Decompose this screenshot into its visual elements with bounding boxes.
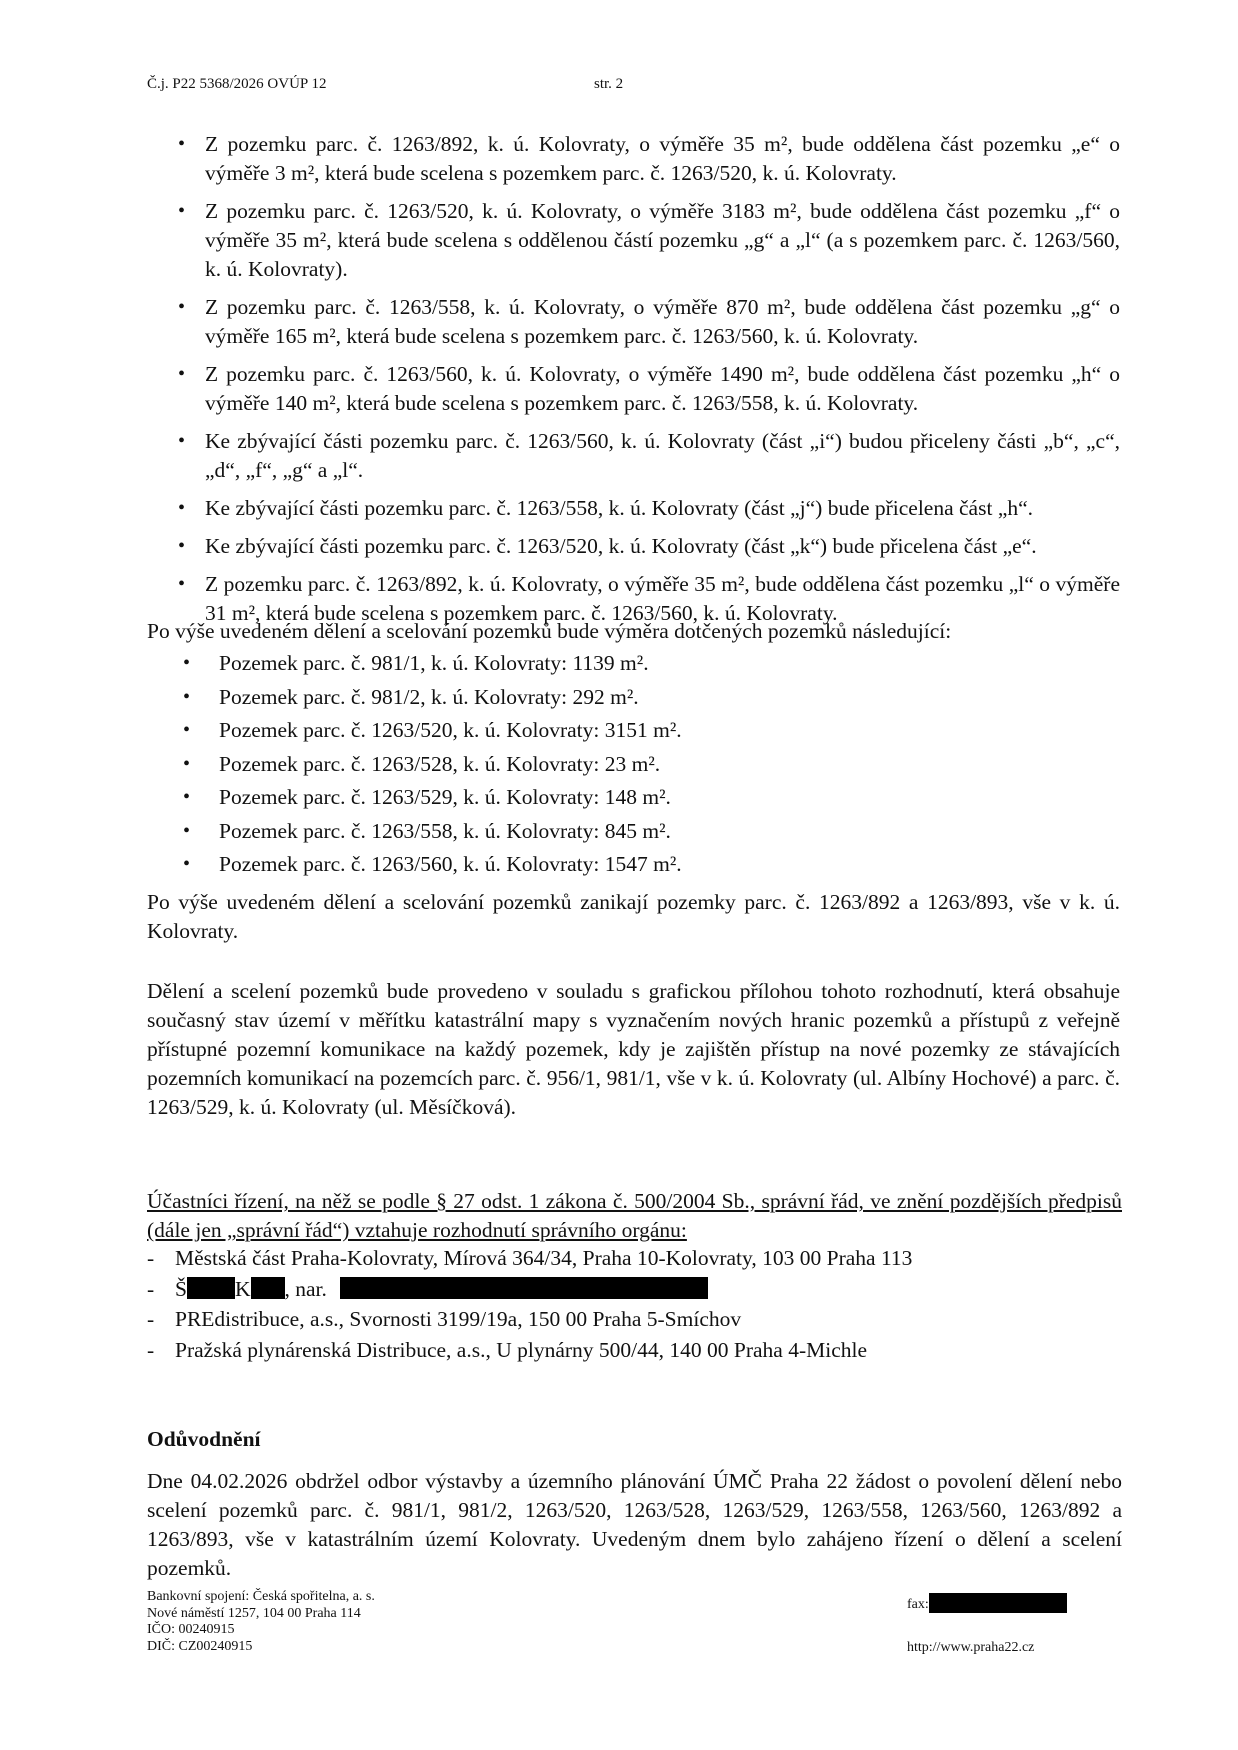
list-item: • Pozemek parc. č. 981/2, k. ú. Kolovraty: 292 m². (219, 683, 1119, 712)
list-item: • Pozemek parc. č. 1263/529, k. ú. Kolovraty: 148 m². (219, 783, 1119, 812)
list-item: • Z pozemku parc. č. 1263/520, k. ú. Kolovraty, o výměře 3183 m², bude oddělena část pozemku „f“ o výměře 35 m², která bude scelena s oddělenou částí pozemku „g“ a „l“ (a s pozemkem parc. č. 1263/560, k. ú. Kolovraty). (205, 197, 1120, 284)
list-item: • Pozemek parc. č. 1263/528, k. ú. Kolovraty: 23 m². (219, 750, 1119, 779)
page-header (147, 76, 624, 93)
redaction-bar (340, 1277, 708, 1299)
participants-heading: Účastníci řízení, na něž se podle § 27 odst. 1 zákona č. 500/2004 Sb., správní řád, ve znění pozdějších předpisů (dále jen „správní řád“) vztahuje rozhodnutí správního orgánu: (147, 1189, 1122, 1242)
list-item: • Ke zbývající části pozemku parc. č. 1263/558, k. ú. Kolovraty (část „j“) bude přicelena část „h“. (205, 494, 1120, 523)
list-item: - Městská část Praha-Kolovraty, Mírová 364/34, Praha 10-Kolovraty, 103 00 Praha 113 (175, 1244, 1125, 1275)
redaction-bar (187, 1277, 235, 1299)
footer-fax: fax: (907, 1593, 1067, 1614)
list-item: • Z pozemku parc. č. 1263/892, k. ú. Kolovraty, o výměře 35 m², bude oddělena část pozemku „l“ o výměře 31 m², která bude scelena s pozemkem parc. č. 1263/560, k. ú. Kolovraty. (205, 570, 1120, 628)
list-item: • Z pozemku parc. č. 1263/892, k. ú. Kolovraty, o výměře 35 m², bude oddělena část pozemku „e“ o výměře 3 m², která bude scelena s pozemkem parc. č. 1263/520, k. ú. Kolovraty. (205, 130, 1120, 188)
list-item: • Z pozemku parc. č. 1263/558, k. ú. Kolovraty, o výměře 870 m², bude oddělena část pozemku „g“ o výměře 165 m², která bude scelena s pozemkem parc. č. 1263/560, k. ú. Kolovraty. (205, 293, 1120, 351)
list-item: - Pražská plynárenská Distribuce, a.s., U plynárny 500/44, 140 00 Praha 4-Michle (175, 1336, 1125, 1367)
list-item: • Pozemek parc. č. 1263/558, k. ú. Kolovraty: 845 m². (219, 817, 1119, 846)
justification-paragraph: Dne 04.02.2026 obdržel odbor výstavby a územního plánování ÚMČ Praha 22 žádost o povolení dělení nebo scelení pozemků parc. č. 981/1, 981/2, 1263/520, 1263/528, 1263/529, 1263/558, 1263/560, 1263/892 a 1263/893, vše v katastrálním území Kolovraty. Uvedeným dnem bylo zahájeno řízení o dělení a scelení pozemků. (147, 1469, 1122, 1580)
list-item: • Pozemek parc. č. 1263/560, k. ú. Kolovraty: 1547 m². (219, 850, 1119, 879)
reference-number: Č.j. P22 5368/2026 OVÚP 12 (147, 76, 327, 92)
redaction-bar (929, 1593, 1067, 1613)
list-item: • Ke zbývající části pozemku parc. č. 1263/520, k. ú. Kolovraty (část „k“) bude přicelena část „e“. (205, 532, 1120, 561)
list-item: • Pozemek parc. č. 981/1, k. ú. Kolovraty: 1139 m². (219, 649, 1119, 678)
footer-website[interactable]: http://www.praha22.cz (907, 1640, 1035, 1655)
dic: DIČ: CZ00240915 (147, 1638, 253, 1654)
section-title: Odůvodnění (147, 1427, 261, 1451)
list-item: • Ke zbývající části pozemku parc. č. 1263/560, k. ú. Kolovraty (část „i“) budou přiceleny části „b“, „c“, „d“, „f“, „g“ a „l“. (205, 427, 1120, 485)
footer-contact (147, 1589, 375, 1655)
list-item: • Z pozemku parc. č. 1263/560, k. ú. Kolovraty, o výměře 1490 m², bude oddělena část pozemku „h“ o výměře 140 m², která bude scelena s pozemkem parc. č. 1263/558, k. ú. Kolovraty. (205, 360, 1120, 418)
page-number: str. 2 (594, 76, 624, 92)
division-list (205, 130, 1120, 637)
list-item: - PREdistribuce, a.s., Svornosti 3199/19a, 150 00 Praha 5-Smíchov (175, 1305, 1125, 1336)
bank-info: Bankovní spojení: Česká spořitelna, a. s. (147, 1589, 375, 1604)
list-item: • Pozemek parc. č. 1263/520, k. ú. Kolovraty: 3151 m². (219, 716, 1119, 745)
list-item: - Š K , nar. (175, 1275, 1125, 1306)
participants-list (175, 1244, 1125, 1366)
ico: IČO: 00240915 (147, 1622, 235, 1637)
redaction-bar (251, 1277, 285, 1299)
area-list (219, 649, 1119, 884)
cancelled-parcels-paragraph: Po výše uvedeném dělení a scelování pozemků zanikají pozemky parc. č. 1263/892 a 1263/893, vše v k. ú. Kolovraty. (147, 890, 1120, 943)
office-address: Nové náměstí 1257, 104 00 Praha 114 (147, 1605, 361, 1621)
area-intro: Po výše uvedeném dělení a scelování pozemků bude výměra dotčených pozemků následující: (147, 619, 952, 643)
division-paragraph: Dělení a scelení pozemků bude provedeno v souladu s grafickou přílohou tohoto rozhodnutí, která obsahuje současný stav území v měřítku katastrální mapy s vyznačením nových hranic pozemků a přístupů z veřejně přístupné pozemní komunikace na každý pozemek, kdy je zajištěn přístup na nové pozemky ze stávajících pozemních komunikací na pozemcích parc. č. 956/1, 981/1, vše v k. ú. Kolovraty (ul. Albíny Hochové) a parc. č. 1263/529, k. ú. Kolovraty (ul. Měsíčková). (147, 979, 1120, 1119)
